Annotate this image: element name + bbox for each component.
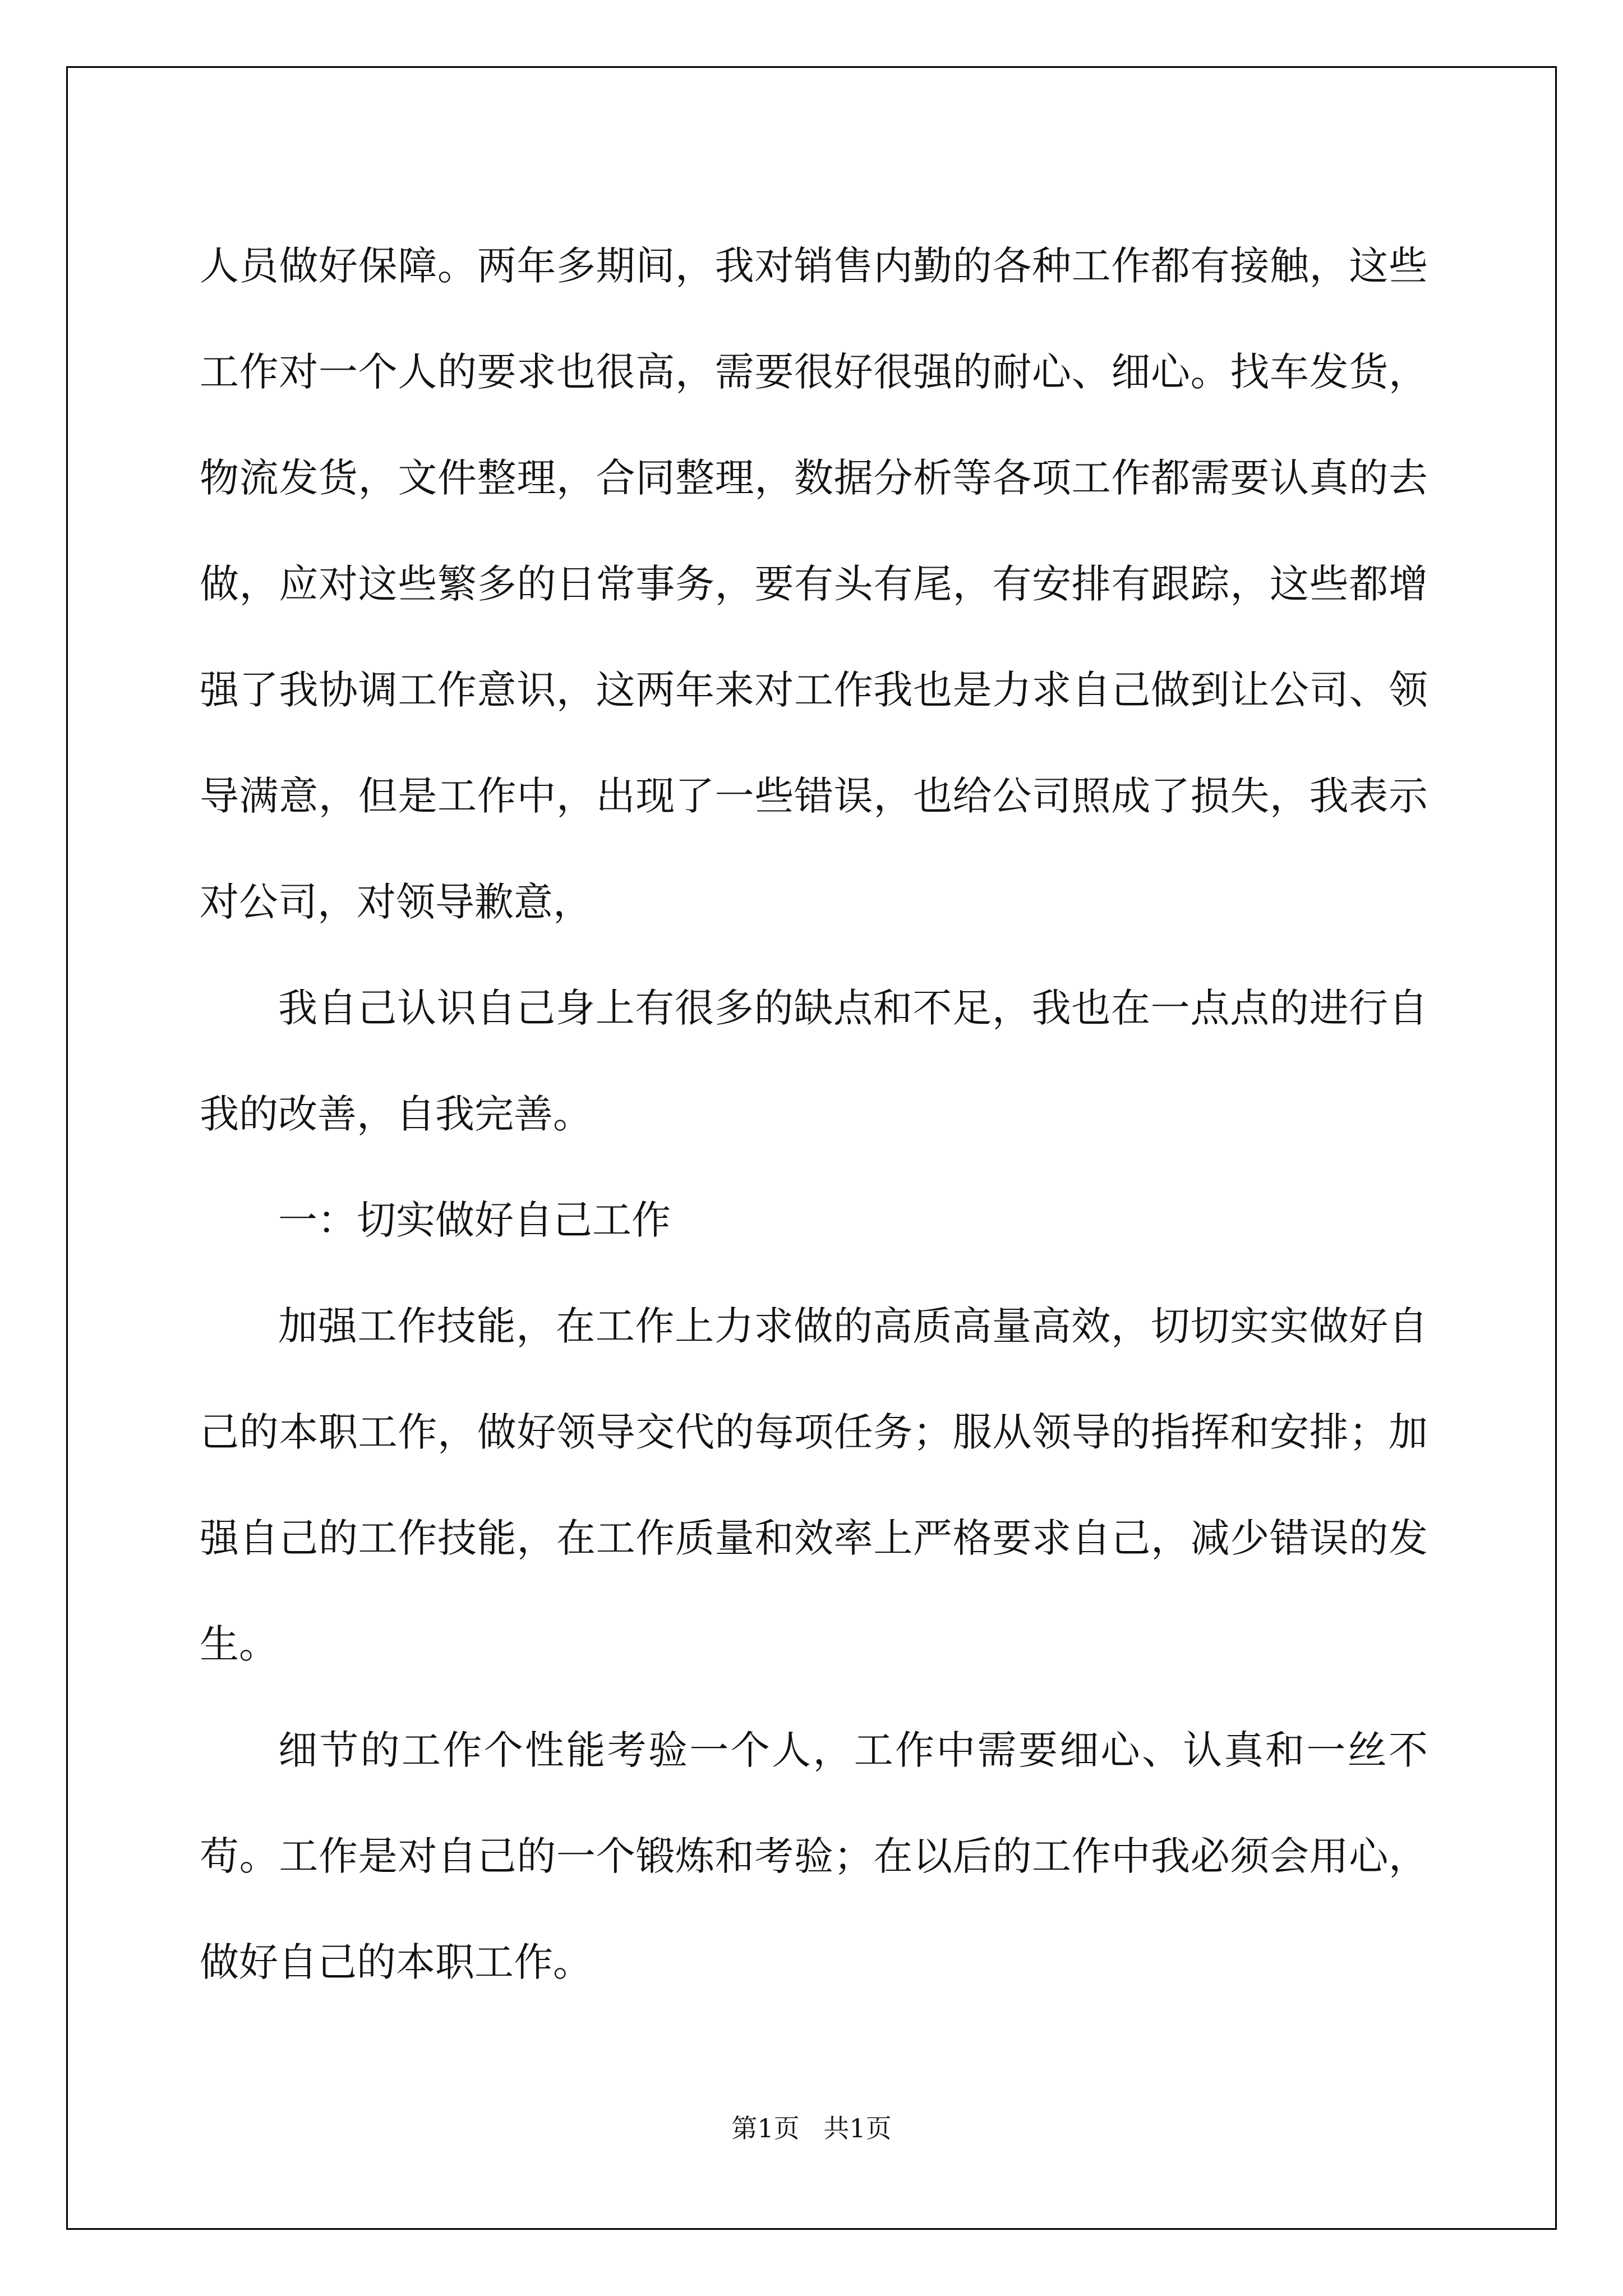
page-number-total: 共1页 <box>823 2113 892 2143</box>
paragraph-3: 加强工作技能，在工作上力求做的高质高量高效，切切实实做好自己的本职工作，做好领导交代的每项任务；服从领导的指挥和安排；加强自己的工作技能，在工作质量和效率上严格要求自己，减少错误的发生。 <box>200 1303 1428 1667</box>
page-number-current: 第1页 <box>731 2113 800 2143</box>
paragraph-2: 我自己认识自己身上有很多的缺点和不足，我也在一点点的进行自我的改善，自我完善。 <box>200 985 1428 1137</box>
section-heading: 一：切实做好自己工作 <box>278 1197 671 1243</box>
paragraph-1: 人员做好保障。两年多期间，我对销售内勤的各种工作都有接触，这些工作对一个人的要求也很高，需要很好很强的耐心、细心。找车发货，物流发货，文件整理，合同整理，数据分析等各项工作都需要认真的去做，应对这些繁多的日常事务，要有头有尾，有安排有跟踪，这些都增强了我协调工作意识，这两年来对工作我也是力求自己做到让公司、领导满意，但是工作中，出现了一些错误，也给公司照成了损失，我表示对公司，对领导歉意， <box>200 243 1428 925</box>
document-body <box>200 213 1428 2016</box>
paragraph-4: 细节的工作个性能考验一个人，工作中需要细心、认真和一丝不苟。工作是对自己的一个锻炼和考验；在以后的工作中我必须会用心，做好自己的本职工作。 <box>200 1727 1428 1985</box>
page-footer <box>0 2108 1623 2145</box>
